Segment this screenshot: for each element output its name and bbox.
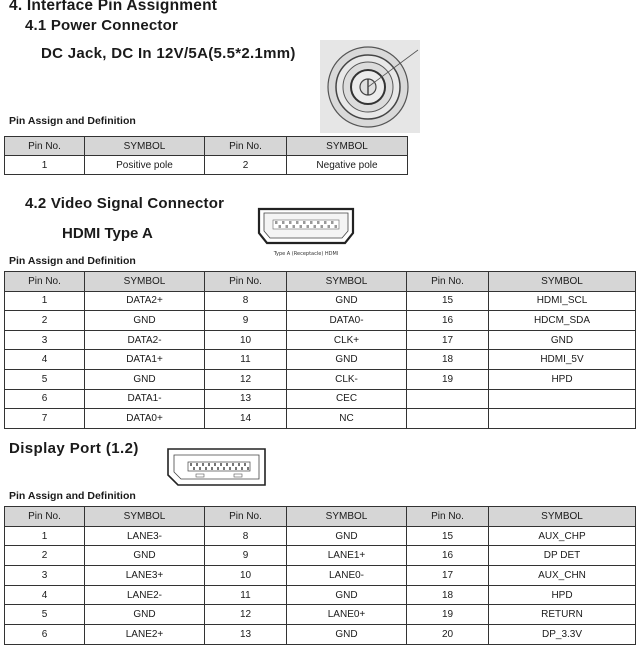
table-cell: HDMI_SCL <box>489 291 636 311</box>
table-cell: GND <box>85 605 205 625</box>
table-cell <box>407 409 489 429</box>
table-cell: 5 <box>5 369 85 389</box>
table-header-row <box>5 137 408 156</box>
table-cell: 16 <box>407 546 489 566</box>
table-cell: 13 <box>205 625 287 645</box>
table-row <box>5 156 408 175</box>
table-cell: 5 <box>5 605 85 625</box>
table-cell: 11 <box>205 350 287 370</box>
table-cell: CEC <box>287 389 407 409</box>
column-header: SYMBOL <box>489 507 636 527</box>
table-cell: GND <box>85 546 205 566</box>
table-cell: HDMI_5V <box>489 350 636 370</box>
table-row <box>5 585 636 605</box>
table-cell: 8 <box>205 291 287 311</box>
table-row <box>5 526 636 546</box>
table-cell: 14 <box>205 409 287 429</box>
dp-pin-assign-label: Pin Assign and Definition <box>9 490 136 502</box>
table-cell: 9 <box>205 311 287 331</box>
table-cell: DP_3.3V <box>489 625 636 645</box>
hdmi-type-title: HDMI Type A <box>62 225 153 242</box>
table-cell: HPD <box>489 585 636 605</box>
table-cell: 9 <box>205 546 287 566</box>
table-cell: 20 <box>407 625 489 645</box>
table-cell: 1 <box>5 156 85 175</box>
table-cell: 17 <box>407 330 489 350</box>
column-header: SYMBOL <box>287 272 407 292</box>
table-cell: NC <box>287 409 407 429</box>
column-header: SYMBOL <box>489 272 636 292</box>
table-cell: 6 <box>5 389 85 409</box>
table-header-row <box>5 507 636 527</box>
column-header: SYMBOL <box>287 137 408 156</box>
column-header: SYMBOL <box>287 507 407 527</box>
table-cell: DATA0+ <box>85 409 205 429</box>
table-cell: HPD <box>489 369 636 389</box>
table-row <box>5 409 636 429</box>
table-cell: 2 <box>5 311 85 331</box>
table-cell: DP DET <box>489 546 636 566</box>
column-header: SYMBOL <box>85 272 205 292</box>
table-cell: GND <box>287 350 407 370</box>
table-row <box>5 625 636 645</box>
table-cell: HDCM_SDA <box>489 311 636 331</box>
table-cell: 3 <box>5 330 85 350</box>
hdmi-pin-table <box>4 271 636 429</box>
table-cell: 18 <box>407 585 489 605</box>
displayport-title: Display Port (1.2) <box>9 440 139 457</box>
table-cell: 1 <box>5 291 85 311</box>
table-row <box>5 566 636 586</box>
table-cell: 8 <box>205 526 287 546</box>
column-header: Pin No. <box>205 137 287 156</box>
table-cell: AUX_CHP <box>489 526 636 546</box>
table-cell: GND <box>85 311 205 331</box>
table-cell: GND <box>287 585 407 605</box>
column-header: Pin No. <box>5 507 85 527</box>
video-connector-title: 4.2 Video Signal Connector <box>25 195 225 212</box>
table-cell: GND <box>287 625 407 645</box>
table-cell: 17 <box>407 566 489 586</box>
displayport-connector-icon <box>166 447 267 487</box>
power-pin-table <box>4 136 408 175</box>
table-cell: AUX_CHN <box>489 566 636 586</box>
table-cell: GND <box>287 291 407 311</box>
table-cell <box>489 389 636 409</box>
table-cell: DATA1- <box>85 389 205 409</box>
table-cell: CLK+ <box>287 330 407 350</box>
table-cell: 12 <box>205 605 287 625</box>
table-row <box>5 369 636 389</box>
table-cell: LANE3+ <box>85 566 205 586</box>
table-cell: GND <box>489 330 636 350</box>
table-cell: 13 <box>205 389 287 409</box>
column-header: Pin No. <box>205 272 287 292</box>
column-header: Pin No. <box>407 507 489 527</box>
table-cell: LANE3- <box>85 526 205 546</box>
table-cell: 18 <box>407 350 489 370</box>
table-cell: LANE0+ <box>287 605 407 625</box>
table-cell: 11 <box>205 585 287 605</box>
table-row <box>5 350 636 370</box>
table-row <box>5 389 636 409</box>
table-cell: 2 <box>205 156 287 175</box>
table-cell: DATA2- <box>85 330 205 350</box>
table-cell: 10 <box>205 566 287 586</box>
power-connector-title: 4.1 Power Connector <box>25 17 179 34</box>
table-cell: RETURN <box>489 605 636 625</box>
table-header-row <box>5 272 636 292</box>
column-header: Pin No. <box>5 272 85 292</box>
column-header: SYMBOL <box>85 137 205 156</box>
table-row <box>5 546 636 566</box>
column-header: SYMBOL <box>85 507 205 527</box>
table-cell: GND <box>85 369 205 389</box>
table-cell: LANE0- <box>287 566 407 586</box>
table-cell: 10 <box>205 330 287 350</box>
table-cell: Positive pole <box>85 156 205 175</box>
table-cell: LANE2- <box>85 585 205 605</box>
column-header: Pin No. <box>205 507 287 527</box>
table-cell: 3 <box>5 566 85 586</box>
table-cell: 6 <box>5 625 85 645</box>
table-cell: 2 <box>5 546 85 566</box>
table-row <box>5 605 636 625</box>
power-pin-assign-label: Pin Assign and Definition <box>9 115 136 127</box>
table-cell: 19 <box>407 369 489 389</box>
table-cell: 15 <box>407 526 489 546</box>
table-cell <box>407 389 489 409</box>
column-header: Pin No. <box>407 272 489 292</box>
table-cell: DATA0- <box>287 311 407 331</box>
hdmi-figure-caption: Type A (Receptacle) HDMI <box>273 251 339 257</box>
section-title: 4. Interface Pin Assignment <box>9 0 218 14</box>
table-cell: Negative pole <box>287 156 408 175</box>
table-row <box>5 291 636 311</box>
table-cell <box>489 409 636 429</box>
table-cell: GND <box>287 526 407 546</box>
dc-jack-photo-icon <box>320 40 420 133</box>
table-cell: CLK- <box>287 369 407 389</box>
displayport-pin-table <box>4 506 636 645</box>
table-cell: 19 <box>407 605 489 625</box>
table-cell: LANE1+ <box>287 546 407 566</box>
table-row <box>5 330 636 350</box>
hdmi-pin-assign-label: Pin Assign and Definition <box>9 255 136 267</box>
table-cell: DATA1+ <box>85 350 205 370</box>
table-row <box>5 311 636 331</box>
table-cell: 4 <box>5 585 85 605</box>
table-cell: 7 <box>5 409 85 429</box>
table-cell: 15 <box>407 291 489 311</box>
table-cell: DATA2+ <box>85 291 205 311</box>
table-cell: 16 <box>407 311 489 331</box>
hdmi-connector-icon <box>253 203 359 258</box>
table-cell: 4 <box>5 350 85 370</box>
table-cell: LANE2+ <box>85 625 205 645</box>
table-cell: 12 <box>205 369 287 389</box>
column-header: Pin No. <box>5 137 85 156</box>
table-cell: 1 <box>5 526 85 546</box>
dc-jack-description: DC Jack, DC In 12V/5A(5.5*2.1mm) <box>41 45 296 62</box>
